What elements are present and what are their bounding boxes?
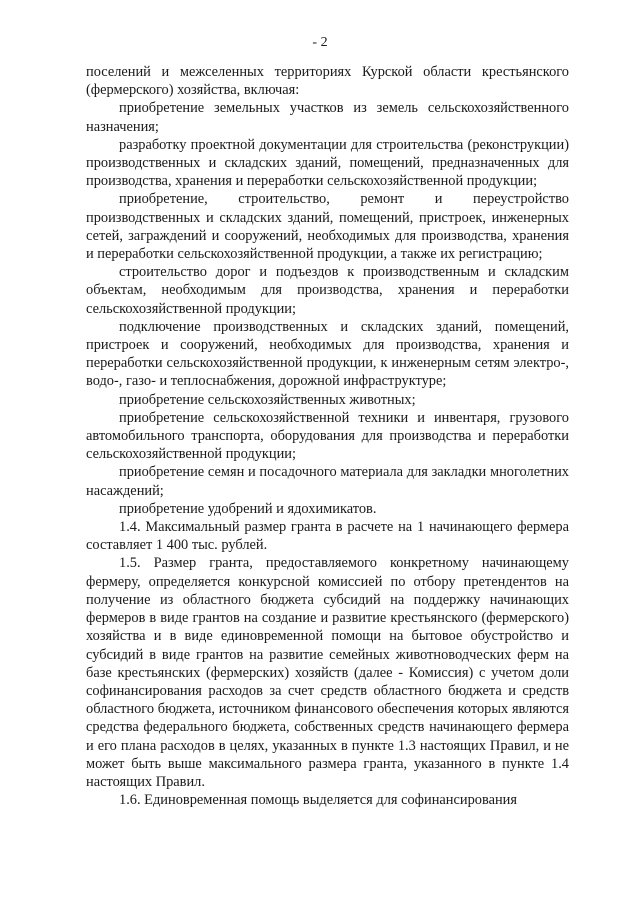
paragraph: приобретение удобрений и ядохимикатов.: [119, 500, 377, 517]
paragraph: 1.6. Единовременная помощь выделяется для софинансирования: [119, 792, 517, 809]
paragraph: 1.4. Максимальный размер гранта в расчете на 1 начинающего фермера составляет 1 400 тыс. рублей.: [86, 519, 569, 554]
paragraph: приобретение сельскохозяйственной техники и инвентаря, грузового автомобильного транспорта, оборудования для производства и переработки сельскохозяйственной продукции;: [86, 409, 569, 463]
paragraph: подключение производственных и складских зданий, помещений, пристроек и сооружений, необходимых для производства, хранения и переработки сельскохозяйственной продукции, к инженерным сетям электро-, водо-, газо- и теплоснабжения, дорожной инфраструктуре;: [86, 318, 569, 390]
document-body: [86, 63, 569, 809]
paragraph: приобретение, строительство, ремонт и переустройство производственных и складских зданий, помещений, пристроек, инженерных сетей, заграждений и сооружений, необходимых для производства, хранения и переработки сельскохозяйственной продукции, а также их регистрацию;: [86, 191, 569, 263]
page-number: - 2: [312, 35, 328, 50]
paragraph: 1.5. Размер гранта, предоставляемого конкретному начинающему фермеру, определяется конкурсной комиссией по отбору претендентов на получение из областного бюджета субсидий на поддержку начинающих фермеров в виде грантов на создание и развитие крестьянского (фермерского) хозяйства и в виде единовременной помощи на бытовое обустройство и субсидий в виде грантов на развитие семейных животноводческих ферм на базе крестьянских (фермерских) хозяйств (далее - Комиссия) с учетом доли софинансирования расходов за счет средств областного бюджета и средств областного бюджета, источником финансового обеспечения которых являются средства федерального бюджета, собственных средств начинающего фермера и его плана расходов в целях, указанных в пункте 1.3 настоящих Правил, и не может быть выше максимального размера гранта, указанного в пункте 1.4 настоящих Правил.: [86, 555, 569, 790]
paragraph: приобретение семян и посадочного материала для закладки многолетних насаждений;: [86, 464, 569, 499]
paragraph: приобретение сельскохозяйственных животных;: [119, 391, 416, 408]
paragraph: поселений и межселенных территориях Курской области крестьянского (фермерского) хозяйства, включая:: [86, 64, 569, 99]
paragraph: строительство дорог и подъездов к производственным и складским объектам, необходимым для производства, хранения и переработки сельскохозяйственной продукции;: [86, 264, 569, 317]
paragraph: разработку проектной документации для строительства (реконструкции) производственных и складских зданий, помещений, предназначенных для производства, хранения и переработки сельскохозяйственной продукции;: [86, 136, 569, 190]
paragraph: приобретение земельных участков из земель сельскохозяйственного назначения;: [86, 100, 569, 135]
